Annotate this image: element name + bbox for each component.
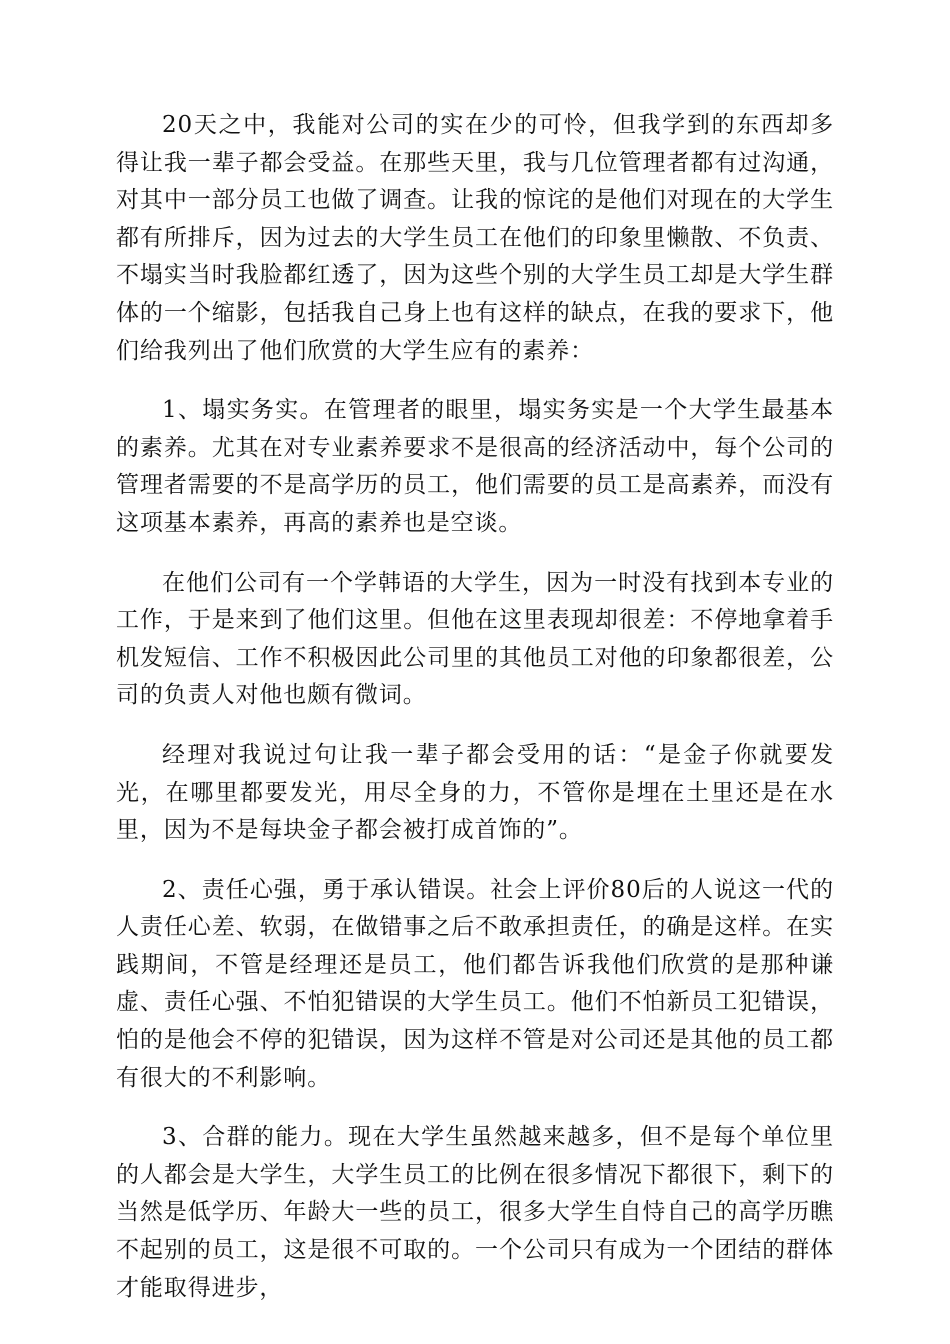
paragraph-example: 在他们公司有一个学韩语的大学生，因为一时没有找到本专业的工作，于是来到了他们这里。但他在这里表现却很差：不停地拿着手机发短信、工作不积极因此公司里的其他员工对他的印象都很差，公司的负责人对他也颇有微词。: [116, 569, 834, 709]
paragraph-intro: 20天之中，我能对公司的实在少的可怜，但我学到的东西却多得让我一辈子都会受益。在那些天里，我与几位管理者都有过沟通，对其中一部分员工也做了调查。让我的惊诧的是他们对现在的大学生都有所排斥，因为过去的大学生员工在他们的印象里懒散、不负责、不塌实当时我脸都红透了，因为这些个别的大学生员工却是大学生群体的一个缩影，包括我自己身上也有这样的缺点，在我的要求下，他们给我列出了他们欣赏的大学生应有的素养：: [116, 112, 834, 364]
document-body: [116, 107, 834, 1329]
paragraph-point-3: 3、合群的能力。现在大学生虽然越来越多，但不是每个单位里的人都会是大学生，大学生员工的比例在很多情况下都很下，剩下的当然是低学历、年龄大一些的员工，很多大学生自恃自己的高学历瞧不起别的员工，这是很不可取的。一个公司只有成为一个团结的群体才能取得进步，: [116, 1124, 834, 1301]
paragraph-point-1: 1、塌实务实。在管理者的眼里，塌实务实是一个大学生最基本的素养。尤其在对专业素养要求不是很高的经济活动中，每个公司的管理者需要的不是高学历的员工，他们需要的员工是高素养，而没有这项基本素养，再高的素养也是空谈。: [116, 397, 834, 536]
paragraph-quote: 经理对我说过句让我一辈子都会受用的话：“是金子你就要发光，在哪里都要发光，用尽全身的力，不管你是埋在土里还是在水里，因为不是每块金子都会被打成首饰的”。: [116, 741, 834, 844]
paragraph-point-2: 2、责任心强，勇于承认错误。社会上评价80后的人说这一代的人责任心差、软弱，在做错事之后不敢承担责任，的确是这样。在实践期间，不管是经理还是员工，他们都告诉我他们欣赏的是那种谦虚、责任心强、不怕犯错误的大学生员工。他们不怕新员工犯错误，怕的是他会不停的犯错误，因为这样不管是对公司还是其他的员工都有很大的不利影响。: [116, 876, 834, 1091]
